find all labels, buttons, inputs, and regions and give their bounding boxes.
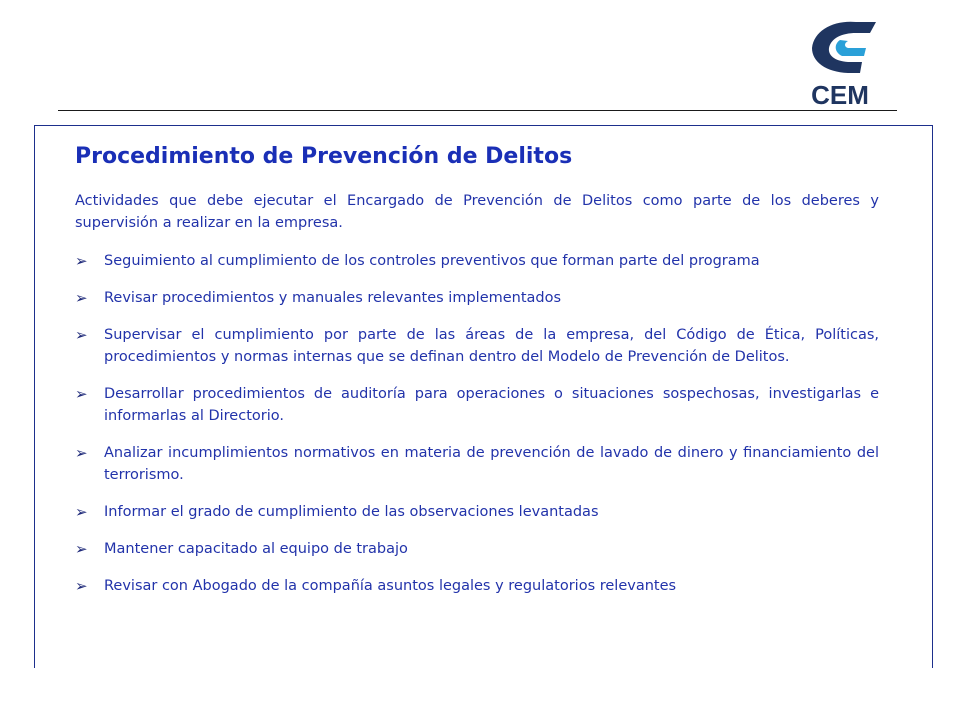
arrowhead-bullet-icon: ➢ [75, 385, 88, 403]
list-item-text: Desarrollar procedimientos de auditoría para operaciones o situaciones sospechosas, investigarlas e informarlas al Directorio. [104, 386, 879, 424]
arrowhead-bullet-icon: ➢ [75, 503, 88, 521]
list-item-text: Revisar con Abogado de la compañía asuntos legales y regulatorios relevantes [104, 578, 677, 594]
list-item-text: Seguimiento al cumplimiento de los controles preventivos que forman parte del programa [104, 253, 760, 269]
arrowhead-bullet-icon: ➢ [75, 540, 88, 558]
list-item [75, 324, 879, 368]
arrowhead-bullet-icon: ➢ [75, 577, 88, 595]
list-item-text: Analizar incumplimientos normativos en materia de prevención de lavado de dinero y financiamiento del terrorismo. [104, 445, 879, 483]
list-item-text: Mantener capacitado al equipo de trabajo [104, 541, 408, 557]
content-body [75, 190, 879, 612]
cem-logo [800, 18, 884, 108]
header-divider [58, 110, 897, 111]
arrowhead-bullet-icon: ➢ [75, 444, 88, 462]
cem-logo-icon [804, 18, 876, 78]
content-panel [34, 125, 933, 668]
list-item [75, 538, 879, 560]
list-item [75, 575, 879, 597]
list-item-text: Supervisar el cumplimiento por parte de las áreas de la empresa, del Código de Ética, Políticas, procedimientos y normas internas que se definan dentro del Modelo de Prevención de Delitos. [104, 327, 879, 365]
list-item-text: Revisar procedimientos y manuales relevantes implementados [104, 290, 562, 306]
logo-text: CEM [811, 80, 869, 110]
list-item [75, 442, 879, 486]
activity-list [75, 250, 879, 597]
list-item [75, 287, 879, 309]
intro-paragraph: Actividades que debe ejecutar el Encargado de Prevención de Delitos como parte de los deberes y supervisión a realizar en la empresa. [75, 193, 879, 231]
list-item [75, 250, 879, 272]
page-title: Procedimiento de Prevención de Delitos [75, 144, 573, 169]
list-item-text: Informar el grado de cumplimiento de las observaciones levantadas [104, 504, 599, 520]
list-item [75, 383, 879, 427]
list-item [75, 501, 879, 523]
arrowhead-bullet-icon: ➢ [75, 289, 88, 307]
arrowhead-bullet-icon: ➢ [75, 252, 88, 270]
arrowhead-bullet-icon: ➢ [75, 326, 88, 344]
